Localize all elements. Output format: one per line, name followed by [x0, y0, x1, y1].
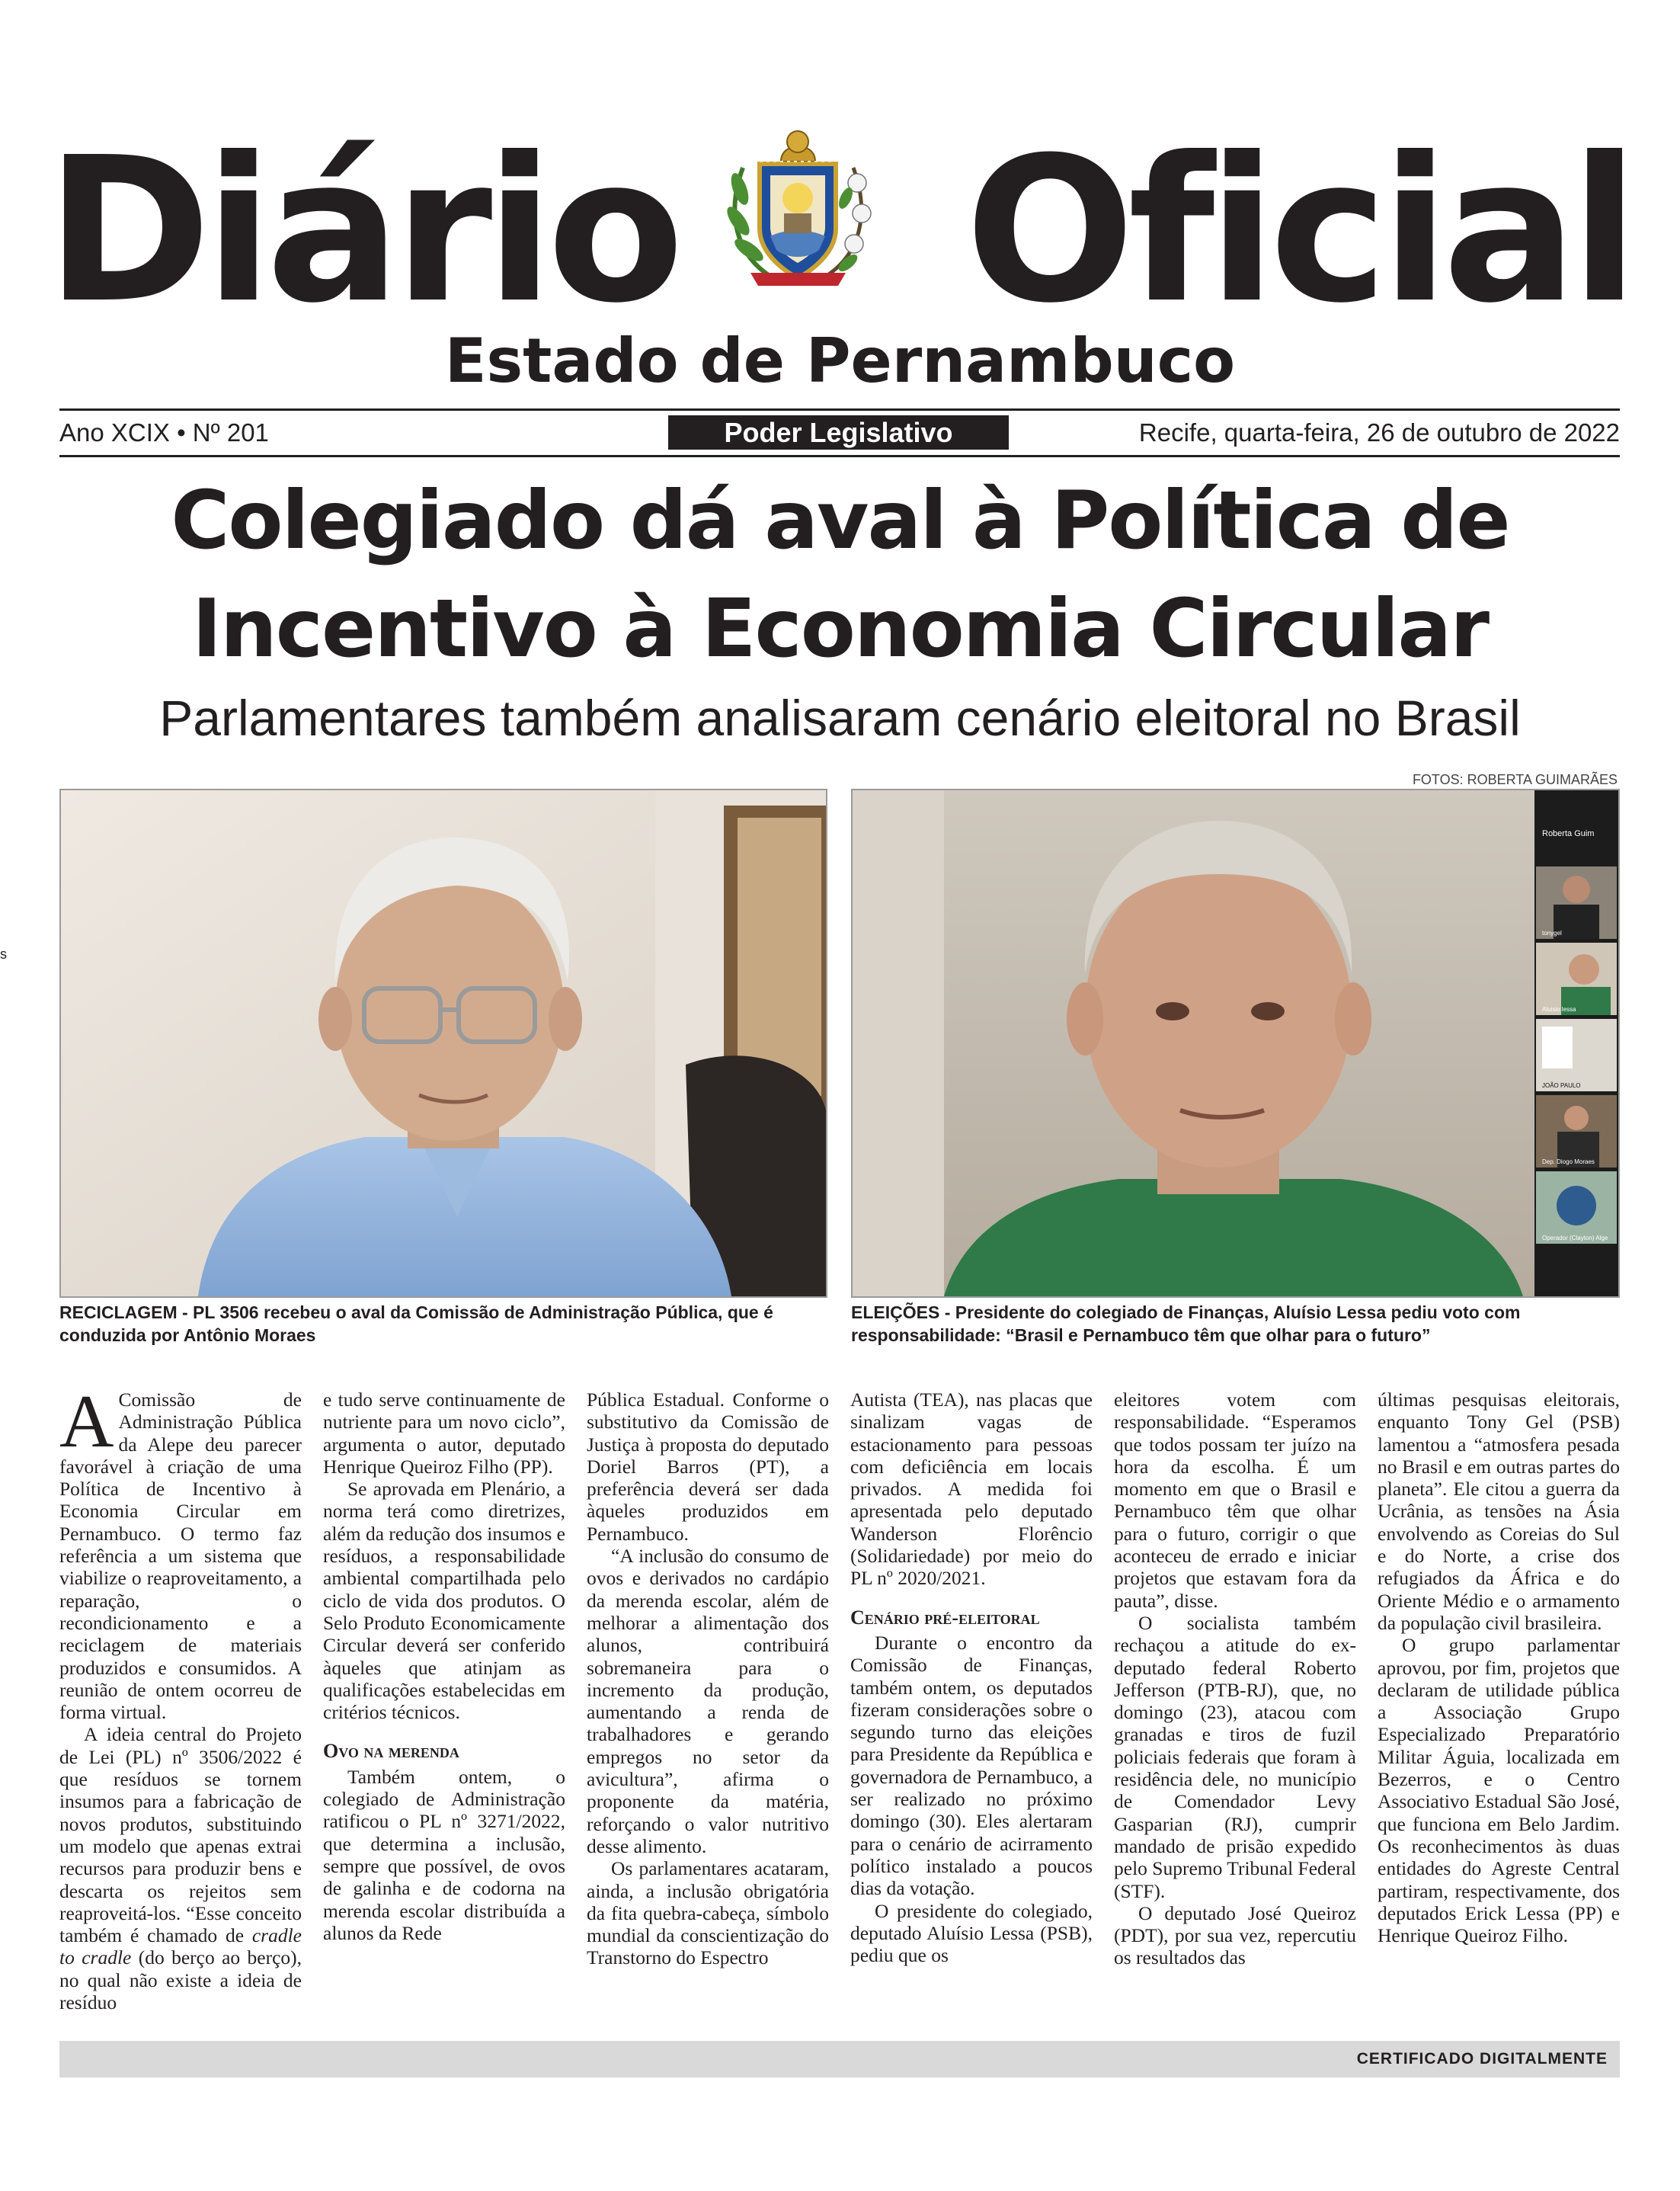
- headline-line-2: Incentivo à Economia Circular: [191, 582, 1488, 675]
- paragraph: Também ontem, o colegiado de Administração ratificou o PL nº 3271/2022, que determina a inclusão, sempre que possível, de ovos de galinha e de codorna na merenda escolar distribuída a alunos da Rede: [323, 1765, 565, 1944]
- paragraph: Se aprovada em Plenário, a norma terá como diretrizes, além da redução dos insumos e resíduos, a responsabilidade ambiental compartilhada pelo ciclo de vida dos produtos. O Selo Produto Economicamente Circular deverá ser conferido àqueles que atinjam as qualificações estabelecidas em critérios técnicos.: [323, 1478, 565, 1724]
- headline: [0, 466, 1680, 683]
- video-label-4: Dep. Diogo Moraes: [1542, 1158, 1595, 1165]
- paragraph: Durante o encontro da Comissão de Finanças, também ontem, os deputados fizeram considerações sobre o segundo turno das eleições para Presidente da República e governadora de Pernambuco, a ser realizado no próximo domingo (30). Eles alertaram para o cenário de acirramento político instalado a poucos dias da votação.: [850, 1631, 1093, 1900]
- paragraph: O socialista também rechaçou a atitude do ex-deputado federal Roberto Jefferson (PTB-RJ), que, no domingo (23), atacou com granadas e tiros de fuzil policiais federais que foram à residência dele, no município de Comendador Levy Gasparian (RJ), cumprir mandado de prisão expedido pelo Supremo Tribunal Federal (STF).: [1114, 1611, 1357, 1902]
- edge-mark: s: [0, 947, 7, 962]
- caption-left: RECICLAGEM - PL 3506 recebeu o aval da Comissão de Administração Pública, que é conduzida por Antônio Moraes: [59, 1302, 773, 1345]
- column-2: [323, 1389, 565, 1944]
- edition-rule-bottom: [59, 455, 1620, 457]
- photo-antonio-moraes-image: [61, 790, 826, 1296]
- paragraph: Os parlamentares acataram, ainda, a inclusão obrigatória da fita quebra-cabeça, símbolo mundial da conscientização do Transtorno do Espectro: [587, 1857, 829, 1969]
- photo-antonio-moraes: [59, 789, 827, 1298]
- edition-rule-top: [59, 408, 1620, 411]
- subheading: Ovo na merenda: [323, 1740, 459, 1763]
- paragraph: Autista (TEA), nas placas que sinalizam vagas de estacionamento para pessoas com deficiência em locais privados. A medida foi apresentada pelo deputado Wanderson Florêncio (Solidariedade) por meio do PL nº 2020/2021.: [850, 1389, 1093, 1590]
- masthead-title-left: Diário: [46, 114, 678, 347]
- subheading: Cenário pré-eleitoral: [850, 1606, 1040, 1629]
- paragraph: [59, 1723, 302, 2013]
- footer-bar: [59, 2041, 1620, 2077]
- headline-line-1: Colegiado dá aval à Política de: [171, 474, 1509, 567]
- column-1: [59, 1380, 302, 2014]
- paragraph: e tudo serve continuamente de nutriente para um novo ciclo”, argumenta o autor, deputado Henrique Queiroz Filho (PP).: [323, 1389, 565, 1478]
- paragraph-text: (do berço ao berço), no qual não existe a ideia de resíduo: [59, 1946, 302, 2014]
- deck: Parlamentares também analisaram cenário eleitoral no Brasil: [159, 690, 1521, 746]
- paragraph: “A inclusão do consumo de ovos e derivados no cardápio da merenda escolar, além de melhorar a alimentação dos alunos, contribuirá sobremaneira para o incremento da produção, aumentando a renda de trabalhadores e gerando empregos no setor da avicultura”, afirma o proponente da matéria, reforçando o valor nutritivo desse alimento.: [587, 1545, 829, 1857]
- video-host-label: Roberta Guim: [1542, 829, 1595, 838]
- section-badge: Poder Legislativo: [668, 415, 1009, 450]
- paragraph: eleitores votem com responsabilidade. “Esperamos que todos possam ter juízo na hora da escolha. É um momento em que o Brasil e Pernambuco têm que olhar para o futuro, corrigir o que aconteceu de errado e iniciar projetos que estavam fora da pauta”, disse.: [1114, 1389, 1356, 1612]
- pernambuco-coat-of-arms-icon: [720, 122, 876, 293]
- paragraph-text: A ideia central do Projeto de Lei (PL) nº 3506/2022 é que resíduos se tornem insumos para a fabricação de novos produtos, substituindo um modelo que apenas extrai recursos para produzir bens e descarta os rejeitos sem reaproveitá-los. “Esse conceito também é chamado de: [59, 1723, 302, 1947]
- paragraph: Pública Estadual. Conforme o substitutivo da Comissão de Justiça à proposta do deputado Doriel Barros (PT), a preferência deverá ser dada àqueles produzidos em Pernambuco.: [587, 1389, 829, 1545]
- video-label-2: Aluisio lessa: [1542, 1006, 1576, 1013]
- video-label-1: tonygel: [1542, 930, 1562, 937]
- video-label-3: JOÃO PAULO: [1542, 1082, 1581, 1089]
- dateline: Recife, quarta-feira, 26 de outubro de 2022: [1138, 418, 1620, 447]
- photo-credit: FOTOS: ROBERTA GUIMARÃES: [1412, 772, 1618, 787]
- column-5: [1114, 1389, 1356, 1969]
- article-body: [59, 1380, 1621, 2052]
- column-3: [587, 1389, 829, 1969]
- paragraph: últimas pesquisas eleitorais, enquanto Tony Gel (PSB) lamentou a “atmosfera pesada no Brasil e em outras partes do planeta”. Ele citou a guerra da Ucrânia, as tensões na Ásia envolvendo as Coreias do Sul e do Norte, a crise dos refugiados da África e do Oriente Médio e o armamento da população civil brasileira.: [1378, 1389, 1620, 1634]
- masthead-subtitle: Estado de Pernambuco: [444, 325, 1236, 396]
- paragraph: O grupo parlamentar aprovou, por fim, projetos que declaram de utilidade pública a Associação Grupo Especializado Preparatório Militar Águia, localizada em Bezerros, e o Centro Associativo Estadual São José, que funciona em Belo Jardim. Os reconhecimentos às duas entidades do Agreste Central partiram, respectivamente, dos deputados Erick Lessa (PP) e Henrique Queiroz Filho.: [1378, 1634, 1620, 1947]
- video-label-5: Operador (Clayton) Alge: [1542, 1235, 1608, 1241]
- column-4: [850, 1389, 1093, 1966]
- paragraph: [59, 1380, 302, 1724]
- emphasis-text: cradle to cradle: [59, 1924, 302, 1969]
- issue-number: Ano XCIX • Nº 201: [59, 418, 269, 447]
- column-6: [1378, 1389, 1620, 1946]
- masthead-title-right: Oficial: [965, 114, 1632, 347]
- paragraph-text: Comissão de Administração Pública da Alepe deu parecer favorável à criação de uma Política de Incentivo à Economia Circular em Pernambuco. O termo faz referência a um sistema que viabilize o reaproveitamento, a reparação, o recondicionamento e a reciclagem de materiais produzidos e consumidos. A reunião de ontem ocorreu de forma virtual.: [59, 1389, 302, 1724]
- paragraph: O presidente do colegiado, deputado Aluísio Lessa (PSB), pediu que os: [850, 1899, 1093, 1967]
- paragraph: O deputado José Queiroz (PDT), por sua vez, repercutiu os resultados das: [1114, 1901, 1356, 1969]
- drop-cap: A: [59, 1380, 114, 1463]
- caption-right: ELEIÇÕES - Presidente do colegiado de Finanças, Aluísio Lessa pediu voto com responsabilidade: “Brasil e Pernambuco têm que olhar para o futuro”: [851, 1302, 1521, 1345]
- photo-aluisio-lessa-image: [853, 790, 1618, 1296]
- digital-certificate-label: CERTIFICADO DIGITALMENTE: [1356, 2050, 1608, 2068]
- edition-bar: [59, 414, 1620, 452]
- photo-aluisio-lessa: [851, 789, 1620, 1298]
